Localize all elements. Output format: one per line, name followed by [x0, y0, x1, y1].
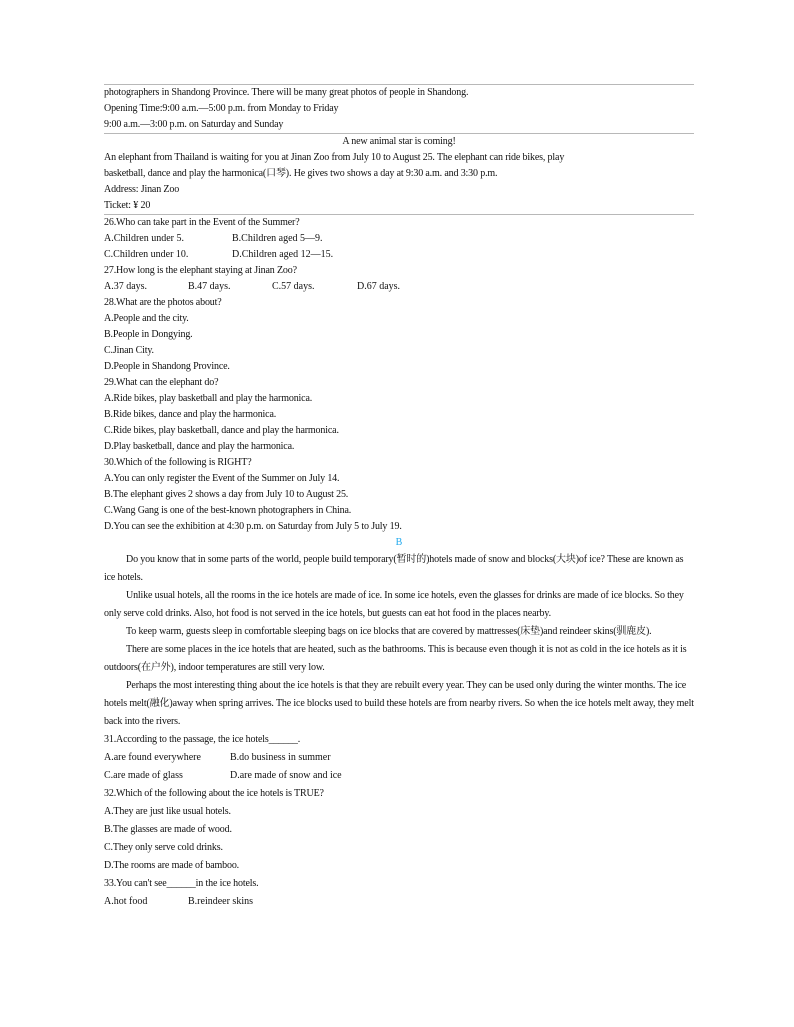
option-29-a: A.Ride bikes, play basketball and play the harmonica. — [104, 393, 313, 404]
question-33-options-row-1 — [104, 893, 694, 911]
option-32-a: A.They are just like usual hotels. — [104, 806, 231, 817]
option-30-b: B.The elephant gives 2 shows a day from July 10 to August 25. — [104, 489, 349, 500]
questions-section-b — [104, 731, 694, 911]
question-27-stem: 27.How long is the elephant staying at Jinan Zoo? — [104, 265, 297, 276]
option-27-d: D.67 days. — [357, 281, 401, 292]
question-31-stem: 31.According to the passage, the ice hotels______. — [104, 734, 301, 745]
question-30-stem: 30.Which of the following is RIGHT? — [104, 457, 252, 468]
option-31-c: C.are made of glass — [104, 770, 183, 781]
animal-star-box — [104, 133, 694, 214]
question-33-stem: 33.You can't see______in the ice hotels. — [104, 878, 259, 889]
opening-time-weekend: 9:00 a.m.—3:00 p.m. on Saturday and Sunday — [104, 119, 284, 130]
option-27-a: A.37 days. — [104, 281, 148, 292]
option-29-d: D.Play basketball, dance and play the harmonica. — [104, 441, 295, 452]
section-b-heading: B — [395, 537, 403, 548]
question-31-options-row-2 — [104, 767, 694, 785]
option-30-d: D.You can see the exhibition at 4:30 p.m. on Saturday from July 5 to July 19. — [104, 521, 402, 532]
question-28-stem: 28.What are the photos about? — [104, 297, 222, 308]
questions-section-a — [104, 214, 694, 535]
question-26-stem: 26.Who can take part in the Event of the Summer? — [104, 217, 300, 228]
animal-box-title: A new animal star is coming! — [342, 136, 456, 147]
question-27-options — [104, 279, 694, 295]
option-31-b: B.do business in summer — [230, 752, 331, 763]
option-31-a: A.are found everywhere — [104, 752, 201, 763]
option-28-c: C.Jinan City. — [104, 345, 154, 356]
passage-paragraph-3: To keep warm, guests sleep in comfortable sleeping bags on ice blocks that are covered by mattresses(床垫)and reindeer skins(驯鹿皮). — [126, 626, 652, 637]
document-page — [104, 84, 694, 911]
option-27-b: B.47 days. — [188, 281, 231, 292]
option-28-a: A.People and the city. — [104, 313, 189, 324]
option-28-b: B.People in Dongying. — [104, 329, 193, 340]
animal-box-body-2: basketball, dance and play the harmonica(口琴). He gives two shows a day at 9:30 a.m. and 3:30 p.m. — [104, 168, 498, 179]
question-32-stem: 32.Which of the following about the ice hotels is TRUE? — [104, 788, 324, 799]
option-31-d: D.are made of snow and ice — [230, 770, 342, 781]
exhibition-notice-box — [104, 84, 694, 133]
option-28-d: D.People in Shandong Province. — [104, 361, 230, 372]
option-29-b: B.Ride bikes, dance and play the harmonica. — [104, 409, 277, 420]
option-32-c: C.They only serve cold drinks. — [104, 842, 223, 853]
question-26-options-row-1 — [104, 231, 694, 247]
animal-box-ticket: Ticket: ¥ 20 — [104, 200, 151, 211]
option-29-c: C.Ride bikes, play basketball, dance and play the harmonica. — [104, 425, 339, 436]
passage-paragraph-5: Perhaps the most interesting thing about the ice hotels is that they are rebuilt every year. They can be used only during the winter months. The ice hotels melt(融化)away when spring arrives. The ice blocks used to build these hotels are from nearby rivers. So when the ice hotels melt away, they melt back into the rivers. — [104, 680, 694, 727]
animal-box-body-1: An elephant from Thailand is waiting for you at Jinan Zoo from July 10 to August 25. The elephant can ride bikes, play — [104, 152, 565, 163]
option-33-a: A.hot food — [104, 896, 148, 907]
option-30-c: C.Wang Gang is one of the best-known photographers in China. — [104, 505, 352, 516]
option-30-a: A.You can only register the Event of the Summer on July 14. — [104, 473, 340, 484]
passage-paragraph-4: There are some places in the ice hotels that are heated, such as the bathrooms. This is because even though it is not as cold in the ice hotels as it is outdoors(在户外), indoor temperatures are still very low. — [104, 644, 687, 673]
notice-line-1: photographers in Shandong Province. There will be many great photos of people in Shandong. — [104, 87, 469, 98]
option-27-c: C.57 days. — [272, 281, 315, 292]
option-32-b: B.The glasses are made of wood. — [104, 824, 232, 835]
question-26-options-row-2 — [104, 247, 694, 263]
question-29-stem: 29.What can the elephant do? — [104, 377, 219, 388]
opening-time-weekday: Opening Time:9:00 a.m.—5:00 p.m. from Monday to Friday — [104, 103, 339, 114]
passage-paragraph-1: Do you know that in some parts of the world, people build temporary(暂时的)hotels made of snow and blocks(大块)of ice? These are known as ice hotels. — [104, 554, 684, 583]
option-32-d: D.The rooms are made of bamboo. — [104, 860, 240, 871]
option-26-d: D.Children aged 12—15. — [232, 249, 334, 260]
option-26-a: A.Children under 5. — [104, 233, 184, 244]
animal-box-address: Address: Jinan Zoo — [104, 184, 180, 195]
option-26-b: B.Children aged 5—9. — [232, 233, 323, 244]
option-26-c: C.Children under 10. — [104, 249, 189, 260]
option-33-b: B.reindeer skins — [188, 896, 253, 907]
question-31-options-row-1 — [104, 749, 694, 767]
passage-paragraph-2: Unlike usual hotels, all the rooms in the ice hotels are made of ice. In some ice hotels, even the glasses for drinks are made of ice blocks. So they only serve cold drinks. Also, hot food is not served in the ice hotels, but guests can eat hot food in the places nearby. — [104, 590, 684, 619]
ice-hotels-passage — [104, 551, 694, 731]
